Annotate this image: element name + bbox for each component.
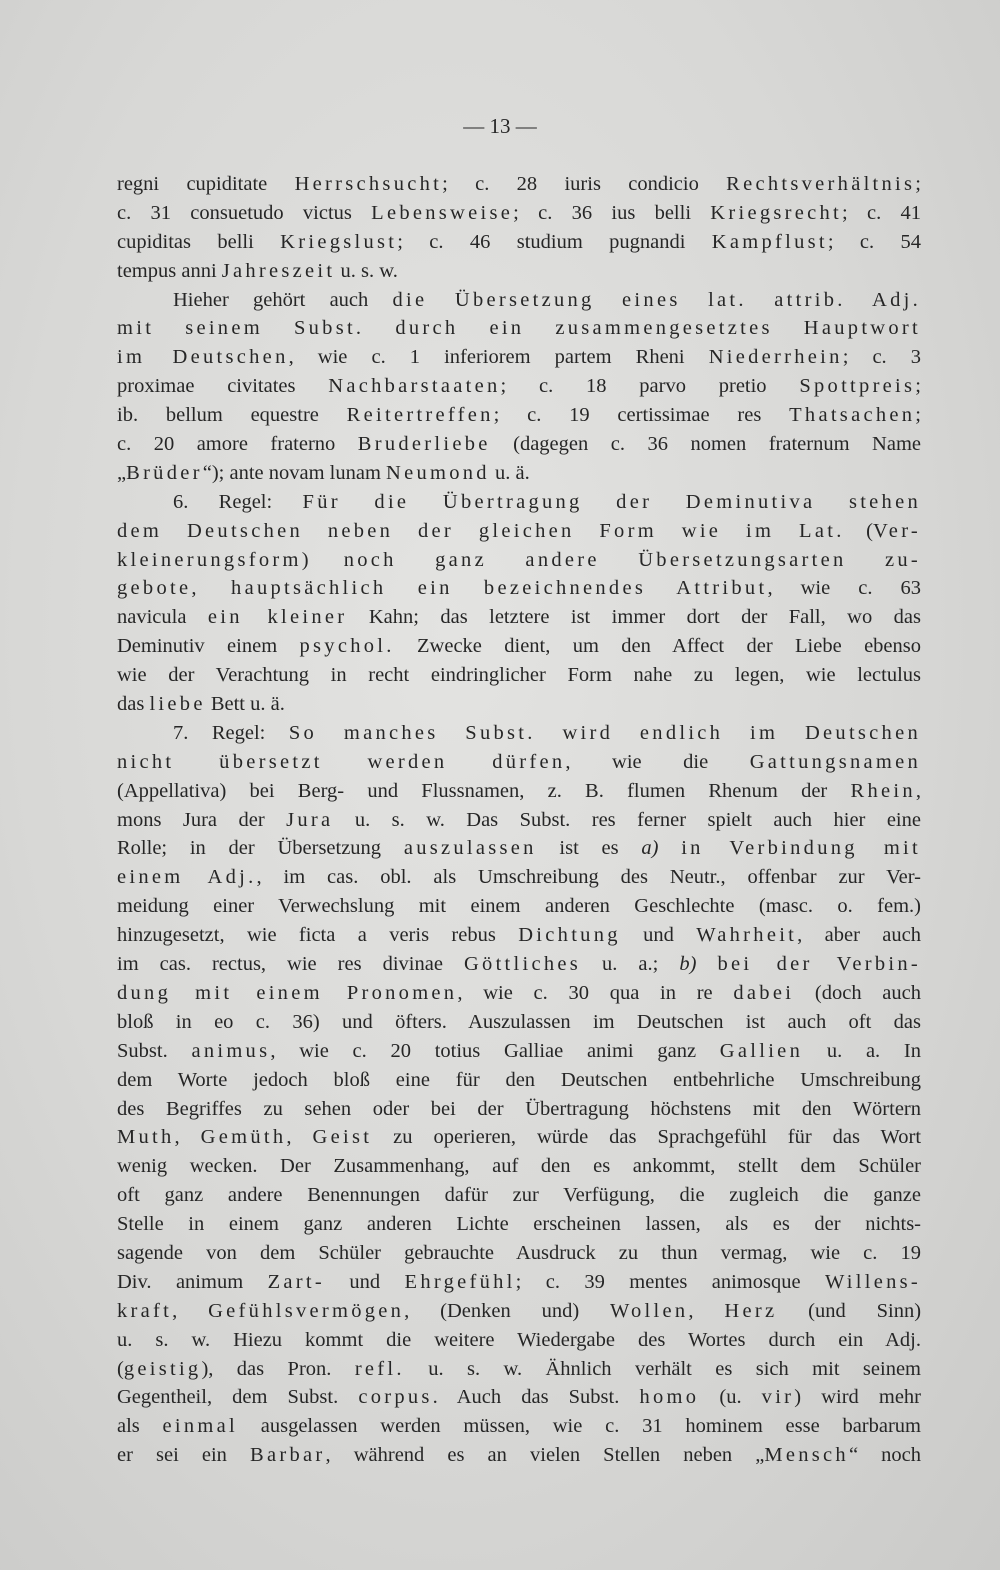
text-run: u. s. w. Hiezu kommt die weitere Wiedergabe des Wortes durch ein Adj.	[117, 1328, 921, 1351]
text-line	[117, 1383, 921, 1412]
spaced-emphasis: noch ganz andere Übersetzungsarten zu-	[343, 548, 921, 571]
text-line	[117, 517, 921, 546]
text-run: das	[117, 693, 150, 716]
text-run: (	[844, 519, 873, 542]
spaced-emphasis: Nachbarstaaten	[328, 375, 501, 398]
text-run: bloß in eo c. 36) und öfters. Auszulassen im Deutschen ist auch oft das	[117, 1010, 921, 1033]
text-run: , wie c. 30 qua in re	[457, 981, 734, 1004]
text-run: ;	[915, 173, 921, 195]
text-line	[117, 1152, 921, 1181]
text-run: 6. Regel:	[173, 490, 303, 513]
text-run: u. s. w. Ähnlich verhält es sich mit seinem	[404, 1357, 921, 1380]
text-run: ; c. 18 parvo pretio	[500, 375, 800, 398]
text-line	[117, 1066, 921, 1095]
text-run: sagende von dem Schüler gebrauchte Ausdruck zu thun vermag, wie c. 19	[117, 1241, 921, 1264]
text-line	[117, 430, 921, 459]
text-line	[117, 1095, 921, 1124]
text-run: c. 31 consuetudo victus	[117, 201, 372, 224]
text-line	[117, 488, 921, 517]
text-run: ) wird mehr	[794, 1386, 921, 1409]
spaced-emphasis: Thatsachen	[789, 404, 916, 427]
spaced-emphasis: Wollen	[610, 1299, 689, 1322]
spaced-emphasis: Rhein	[850, 779, 916, 802]
spaced-emphasis: Dichtung	[518, 924, 621, 947]
spaced-emphasis: geistig	[123, 1357, 202, 1380]
text-run: ,	[172, 1299, 209, 1322]
text-run: hinzugesetzt, wie ficta a veris rebus	[117, 924, 519, 947]
spaced-emphasis: Gefühlsvermögen	[208, 1299, 405, 1322]
text-run: , aber auch	[797, 924, 922, 947]
text-line	[117, 314, 921, 343]
text-run: (	[117, 1357, 124, 1380]
text-run: c. 20 amore fraterno	[117, 433, 358, 456]
text-run: u. s. w. Das Subst. res ferner spielt auch hier eine	[333, 808, 921, 831]
spaced-emphasis: einem Adj.	[117, 866, 257, 889]
text-run: ; c. 28 iuris condicio	[442, 173, 727, 195]
spaced-emphasis: Gemüth	[200, 1126, 287, 1149]
spaced-emphasis: So manches Subst. wird endlich im Deutschen	[288, 721, 921, 744]
text-run: als	[117, 1415, 163, 1438]
spaced-emphasis: ein kleiner	[207, 606, 348, 629]
text-run: ist es	[536, 837, 642, 860]
text-run: im cas. rectus, wie res divinae	[117, 953, 464, 976]
text-run: des Begriffes zu sehen oder bei der Übertragung höchstens mit den Wörtern	[117, 1097, 921, 1120]
text-line	[117, 950, 921, 979]
spaced-emphasis: gebote, hauptsächlich ein bezeichnendes Attribut	[117, 577, 768, 600]
text-run: (dagegen c. 36 nomen fraternum Name	[490, 433, 921, 456]
text-run: ; c. 19 certissimae res	[493, 404, 790, 427]
text-run: meidung einer Verwechslung mit einem anderen Geschlechte (masc. o. fem.)	[117, 895, 921, 918]
spaced-emphasis: die Übersetzung eines lat. attrib. Adj.	[392, 288, 922, 311]
text-run: Bett u. ä.	[205, 693, 285, 716]
spaced-emphasis: Willens-	[825, 1270, 922, 1293]
text-run: Hieher gehört auch	[173, 288, 393, 311]
spaced-emphasis: Mensch	[764, 1444, 849, 1467]
text-run: 7. Regel:	[173, 721, 289, 744]
spaced-emphasis: auszulassen	[403, 837, 537, 860]
spaced-emphasis: im Deutschen	[117, 346, 289, 369]
text-line	[117, 459, 921, 488]
text-line	[117, 199, 921, 228]
spaced-emphasis: Jahreszeit	[221, 259, 336, 282]
text-run	[696, 953, 717, 975]
spaced-emphasis: mit seinem Subst. durch ein zusammengesetztes Hauptwort	[117, 317, 921, 340]
text-line	[117, 921, 921, 950]
text-line	[117, 863, 921, 892]
text-line	[117, 1355, 921, 1384]
text-line	[117, 1297, 921, 1326]
text-run: Gegentheil, dem Subst.	[117, 1386, 359, 1409]
text-line	[117, 979, 921, 1008]
text-run: , wie c. 20 totius Galliae animi ganz	[270, 1039, 720, 1062]
spaced-emphasis: Geist	[312, 1126, 373, 1149]
spaced-emphasis: dung mit einem Pronomen	[117, 981, 458, 1004]
text-run: tempus anni	[117, 259, 222, 282]
text-run: ; c. 3	[842, 346, 921, 369]
text-line	[117, 257, 921, 286]
body-text	[117, 170, 921, 1470]
spaced-emphasis: Gattungsnamen	[749, 750, 921, 773]
text-line	[117, 1412, 921, 1441]
italic-marker: a)	[641, 837, 659, 860]
spaced-emphasis: animus	[191, 1039, 271, 1062]
text-line	[117, 286, 921, 315]
spaced-emphasis: Kriegsrecht	[710, 201, 843, 224]
text-run: “); ante novam lunam	[202, 461, 387, 484]
page-number: — 13 —	[463, 114, 537, 138]
text-run: er sei ein	[117, 1444, 251, 1467]
text-run: „	[117, 461, 127, 484]
text-run: ; c. 39 mentes animosque	[515, 1270, 825, 1293]
text-line	[117, 1239, 921, 1268]
text-run: ), das Pron.	[201, 1357, 355, 1380]
spaced-emphasis: in Verbindung mit	[681, 837, 922, 860]
text-run: Kahn; das letztere ist immer dort der Fall, wo das	[347, 606, 921, 629]
text-run: proximae civitates	[117, 375, 329, 398]
spaced-emphasis: Gallien	[719, 1039, 804, 1062]
spaced-emphasis: bei der Verbin-	[717, 953, 922, 976]
spaced-emphasis: psychol.	[299, 635, 395, 658]
text-line	[117, 228, 921, 257]
spaced-emphasis: kleinerungsform	[117, 548, 302, 571]
text-run: (Appellativa) bei Berg- und Flussnamen, z. B. flumen Rhenum der	[117, 779, 851, 802]
spaced-emphasis: Ver-	[873, 519, 921, 542]
text-run: ;	[915, 375, 921, 398]
spaced-emphasis: Neumond	[386, 461, 490, 484]
spaced-emphasis: Göttliches	[463, 953, 582, 976]
text-run: ;	[915, 404, 921, 427]
text-line	[117, 343, 921, 372]
text-run: wie der Verachtung in recht eindringlicher Form nahe zu legen, wie lectulus	[117, 664, 921, 687]
spaced-emphasis: Brüder	[126, 461, 203, 484]
spaced-emphasis: einmal	[162, 1415, 238, 1438]
text-run: Zwecke dient, um den Affect der Liebe ebenso	[394, 635, 921, 658]
text-run: , wie c. 63	[767, 577, 922, 600]
spaced-emphasis: Herrschsucht	[294, 173, 443, 195]
text-line	[117, 170, 921, 199]
text-run: navicula	[117, 606, 208, 629]
text-run: u. s. w.	[335, 259, 398, 282]
text-line	[117, 1210, 921, 1239]
text-run: ; c. 46 studium pugnandi	[397, 230, 712, 253]
text-line	[117, 892, 921, 921]
text-line	[117, 806, 921, 835]
text-run: cupiditas belli	[117, 230, 281, 253]
spaced-emphasis: Barbar	[250, 1444, 326, 1467]
spaced-emphasis: liebe	[149, 693, 206, 716]
text-run: ; c. 54	[827, 230, 922, 253]
text-run: ,	[915, 779, 921, 802]
text-run: ausgelassen werden müssen, wie c. 31 hominem esse barbarum	[238, 1415, 921, 1438]
text-run	[658, 837, 681, 859]
text-run: , im cas. obl. als Umschreibung des Neutr., offenbar zur Ver-	[256, 866, 921, 889]
text-run: u. ä.	[489, 461, 530, 484]
text-line	[117, 834, 921, 863]
italic-marker: b)	[679, 953, 697, 976]
text-line	[117, 1441, 921, 1470]
text-run: ,	[174, 1126, 201, 1149]
spaced-emphasis: Bruderliebe	[357, 433, 491, 456]
text-line	[117, 748, 921, 777]
text-line	[117, 1037, 921, 1066]
text-line	[117, 401, 921, 430]
text-run: Subst.	[117, 1039, 192, 1062]
text-run: und	[324, 1270, 405, 1293]
spaced-emphasis: Rechtsverhältnis	[726, 173, 916, 195]
text-line	[117, 690, 921, 719]
spaced-emphasis: dem Deutschen neben der gleichen Form wie im Lat.	[117, 519, 845, 542]
text-run: Deminutiv einem	[117, 635, 300, 658]
spaced-emphasis: Jura	[286, 808, 334, 831]
spaced-emphasis: Spottpreis	[799, 375, 916, 398]
text-line	[117, 1268, 921, 1297]
text-run: ,	[286, 1126, 313, 1149]
text-run: ,	[688, 1299, 725, 1322]
text-line	[117, 719, 921, 748]
spaced-emphasis: dabei	[733, 981, 795, 1004]
spaced-emphasis: Reitertreffen	[346, 404, 494, 427]
spaced-emphasis: Zart-	[267, 1270, 325, 1293]
text-line	[117, 777, 921, 806]
text-line	[117, 546, 921, 575]
text-run: )	[301, 548, 344, 571]
text-run: mons Jura der	[117, 808, 287, 831]
spaced-emphasis: Wahrheit	[696, 924, 798, 947]
text-line	[117, 632, 921, 661]
text-run: (und Sinn)	[777, 1299, 922, 1322]
text-line	[117, 603, 921, 632]
text-run: u. a. In	[803, 1039, 921, 1062]
text-run: (doch auch	[794, 981, 922, 1004]
text-line	[117, 661, 921, 690]
text-run: ; c. 36 ius belli	[513, 201, 711, 224]
text-run: Rolle; in der Übersetzung	[117, 837, 404, 860]
spaced-emphasis: vir	[761, 1386, 795, 1409]
text-run: ib. bellum equestre	[117, 404, 347, 427]
spaced-emphasis: Kriegslust	[280, 230, 398, 253]
spaced-emphasis: Muth	[117, 1126, 175, 1149]
text-run: (u.	[699, 1386, 762, 1409]
spaced-emphasis: Lebensweise	[371, 201, 514, 224]
text-run: , (Denken und)	[404, 1299, 610, 1322]
text-line	[117, 1326, 921, 1355]
text-line	[117, 372, 921, 401]
spaced-emphasis: refl.	[354, 1357, 405, 1380]
text-run: , wie c. 1 inferiorem partem Rheni	[288, 346, 709, 369]
text-run: , während es an vielen Stellen neben „	[325, 1444, 765, 1467]
text-line	[117, 1123, 921, 1152]
spaced-emphasis: Herz	[724, 1299, 778, 1322]
spaced-emphasis: corpus	[358, 1386, 433, 1409]
text-run: , wie die	[565, 750, 750, 773]
text-run: ; c. 41	[842, 201, 921, 224]
text-run: . Auch das Subst.	[432, 1386, 640, 1409]
text-run: Div. animum	[117, 1270, 268, 1293]
text-run: Stelle in einem ganz anderen Lichte erscheinen lassen, als es der nichts-	[117, 1213, 921, 1236]
spaced-emphasis: Kampflust	[711, 230, 828, 253]
text-line	[117, 1008, 921, 1037]
text-run: dem Worte jedoch bloß eine für den Deutschen entbehrliche Umschreibung	[117, 1068, 921, 1091]
text-run: “ noch	[848, 1444, 921, 1467]
text-line	[117, 1181, 921, 1210]
text-run: und	[620, 924, 697, 947]
spaced-emphasis: nicht übersetzt werden dürfen	[117, 750, 566, 773]
text-run: regni cupiditate	[117, 173, 295, 195]
spaced-emphasis: homo	[639, 1386, 700, 1409]
spaced-emphasis: Für die Übertragung der Deminutiva stehen	[302, 490, 922, 513]
text-run: oft ganz andere Benennungen dafür zur Verfügung, die zugleich die ganze	[117, 1184, 921, 1207]
text-run: u. a.;	[581, 953, 680, 976]
text-line	[117, 574, 921, 603]
text-run: zu operieren, würde das Sprachgefühl für das Wort	[372, 1126, 922, 1149]
spaced-emphasis: Niederrhein	[708, 346, 843, 369]
spaced-emphasis: Ehrgefühl	[404, 1270, 516, 1293]
text-run: wenig wecken. Der Zusammenhang, auf den es ankommt, stellt dem Schüler	[117, 1155, 921, 1178]
spaced-emphasis: kraft	[117, 1299, 173, 1322]
